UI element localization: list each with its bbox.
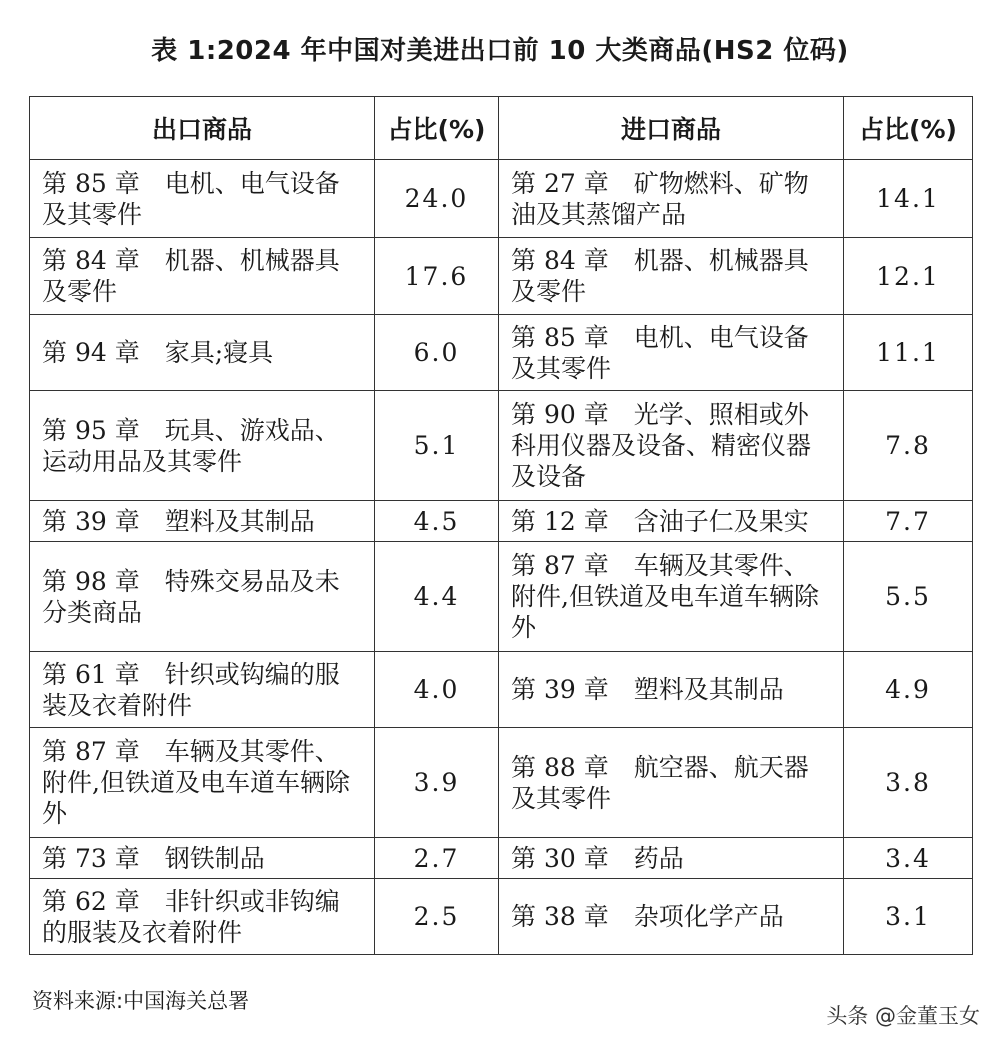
table-row xyxy=(30,838,973,879)
export-share-cell: 4.5 xyxy=(375,501,499,542)
table-row xyxy=(30,652,973,728)
import-share-cell: 5.5 xyxy=(844,542,973,652)
import-goods-cell: 第 39 章 塑料及其制品 xyxy=(499,652,844,728)
table-title: 表 1:2024 年中国对美进出口前 10 大类商品(HS2 位码) xyxy=(151,36,849,66)
export-share-cell: 2.5 xyxy=(375,879,499,955)
import-goods-cell: 第 90 章 光学、照相或外科用仪器及设备、精密仪器及设备 xyxy=(499,391,844,501)
export-goods-cell: 第 61 章 针织或钩编的服装及衣着附件 xyxy=(30,652,375,728)
table-row xyxy=(30,238,973,315)
export-goods-cell: 第 73 章 钢铁制品 xyxy=(30,838,375,879)
import-share-cell: 7.8 xyxy=(844,391,973,501)
export-share-cell: 4.4 xyxy=(375,542,499,652)
table-row xyxy=(30,391,973,501)
table-row xyxy=(30,160,973,238)
export-share-cell: 5.1 xyxy=(375,391,499,501)
export-goods-cell: 第 98 章 特殊交易品及未分类商品 xyxy=(30,542,375,652)
export-share-cell: 6.0 xyxy=(375,315,499,391)
export-goods-cell: 第 62 章 非针织或非钩编的服装及衣着附件 xyxy=(30,879,375,955)
header-row xyxy=(30,97,973,160)
table-row xyxy=(30,315,973,391)
import-goods-cell: 第 85 章 电机、电气设备及其零件 xyxy=(499,315,844,391)
export-share-cell: 2.7 xyxy=(375,838,499,879)
export-goods-cell: 第 85 章 电机、电气设备及其零件 xyxy=(30,160,375,238)
table-row xyxy=(30,542,973,652)
import-goods-cell: 第 84 章 机器、机械器具及零件 xyxy=(499,238,844,315)
import-share-cell: 3.4 xyxy=(844,838,973,879)
trade-table xyxy=(29,96,973,955)
import-goods-cell: 第 12 章 含油子仁及果实 xyxy=(499,501,844,542)
export-share-cell: 4.0 xyxy=(375,652,499,728)
import-goods-cell: 第 27 章 矿物燃料、矿物油及其蒸馏产品 xyxy=(499,160,844,238)
import-share-cell: 14.1 xyxy=(844,160,973,238)
import-share-cell: 4.9 xyxy=(844,652,973,728)
header-import-goods: 进口商品 xyxy=(499,97,844,160)
export-goods-cell: 第 95 章 玩具、游戏品、运动用品及其零件 xyxy=(30,391,375,501)
source-note: 资料来源:中国海关总署 xyxy=(32,989,250,1013)
header-export-goods: 出口商品 xyxy=(30,97,375,160)
import-share-cell: 7.7 xyxy=(844,501,973,542)
export-goods-cell: 第 87 章 车辆及其零件、附件,但铁道及电车道车辆除外 xyxy=(30,728,375,838)
import-share-cell: 3.1 xyxy=(844,879,973,955)
export-share-cell: 17.6 xyxy=(375,238,499,315)
import-goods-cell: 第 38 章 杂项化学产品 xyxy=(499,879,844,955)
import-goods-cell: 第 88 章 航空器、航天器及其零件 xyxy=(499,728,844,838)
import-goods-cell: 第 30 章 药品 xyxy=(499,838,844,879)
export-goods-cell: 第 94 章 家具;寝具 xyxy=(30,315,375,391)
export-goods-cell: 第 39 章 塑料及其制品 xyxy=(30,501,375,542)
import-goods-cell: 第 87 章 车辆及其零件、附件,但铁道及电车道车辆除外 xyxy=(499,542,844,652)
table-row xyxy=(30,728,973,838)
table-row xyxy=(30,879,973,955)
header-import-share: 占比(%) xyxy=(844,97,973,160)
import-share-cell: 11.1 xyxy=(844,315,973,391)
export-share-cell: 3.9 xyxy=(375,728,499,838)
export-goods-cell: 第 84 章 机器、机械器具及零件 xyxy=(30,238,375,315)
table-row xyxy=(30,501,973,542)
export-share-cell: 24.0 xyxy=(375,160,499,238)
watermark: 头条 @金董玉女 xyxy=(826,1004,980,1028)
header-export-share: 占比(%) xyxy=(375,97,499,160)
import-share-cell: 3.8 xyxy=(844,728,973,838)
import-share-cell: 12.1 xyxy=(844,238,973,315)
